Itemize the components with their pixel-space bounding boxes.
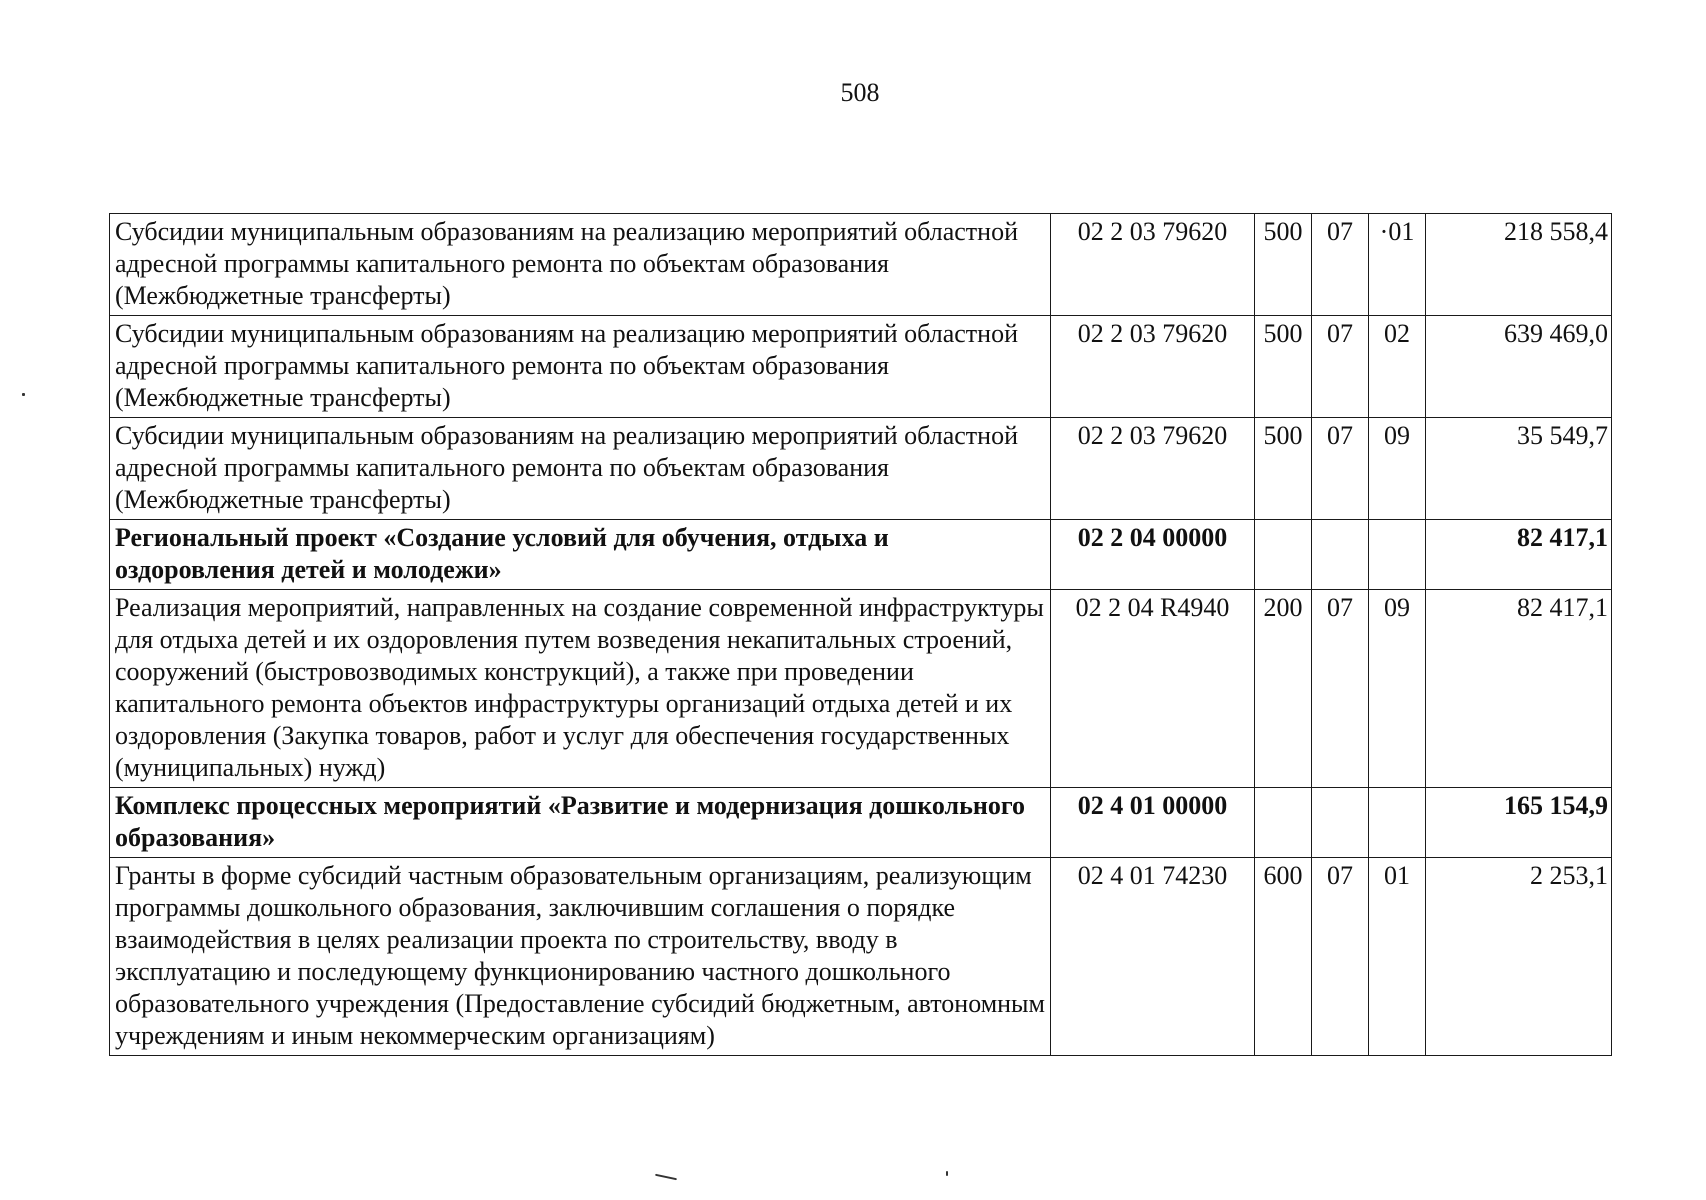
expense-type-code bbox=[1255, 788, 1312, 858]
subsection-code: 09 bbox=[1369, 418, 1426, 520]
subsection-code bbox=[1369, 788, 1426, 858]
expense-type-code: 500 bbox=[1255, 316, 1312, 418]
section-code: 07 bbox=[1312, 214, 1369, 316]
row-name: Субсидии муниципальным образованиям на реализацию мероприятий областной адресной программы капитального ремонта по объектам образования (Межбюджетные трансферты) bbox=[110, 316, 1051, 418]
section-code bbox=[1312, 788, 1369, 858]
subsection-code: 02 bbox=[1369, 316, 1426, 418]
scan-speck bbox=[946, 1171, 948, 1176]
expense-type-code bbox=[1255, 520, 1312, 590]
scan-speck bbox=[655, 1174, 677, 1181]
expense-type-code: 500 bbox=[1255, 214, 1312, 316]
target-article-code: 02 2 03 79620 bbox=[1051, 418, 1255, 520]
row-name: Реализация мероприятий, направленных на создание современной инфраструктуры для отдыха детей и их оздоровления путем возведения некапитальных строений, сооружений (быстровозводимых конструкций), а также при проведении капитального ремонта объектов инфраструктуры организаций отдыха детей и их оздоровления (Закупка товаров, работ и услуг для обеспечения государственных (муниципальных) нужд) bbox=[110, 590, 1051, 788]
expense-type-code: 200 bbox=[1255, 590, 1312, 788]
table-row bbox=[110, 214, 1612, 316]
table-row bbox=[110, 418, 1612, 520]
target-article-code: 02 2 04 00000 bbox=[1051, 520, 1255, 590]
subsection-code bbox=[1369, 520, 1426, 590]
target-article-code: 02 4 01 74230 bbox=[1051, 858, 1255, 1056]
amount: 639 469,0 bbox=[1426, 316, 1612, 418]
row-name: Гранты в форме субсидий частным образовательным организациям, реализующим программы дошкольного образования, заключившим соглашения о порядке взаимодействия в целях реализации проекта по строительству, вводу в эксплуатацию и последующему функционированию частного дошкольного образовательного учреждения (Предоставление субсидий бюджетным, автономным учреждениям и иным некоммерческим организациям) bbox=[110, 858, 1051, 1056]
budget-table-body bbox=[110, 214, 1612, 1056]
expense-type-code: 600 bbox=[1255, 858, 1312, 1056]
expense-type-code: 500 bbox=[1255, 418, 1312, 520]
subsection-code: 01 bbox=[1369, 858, 1426, 1056]
subsection-code: 09 bbox=[1369, 590, 1426, 788]
page-number: 508 bbox=[840, 78, 880, 107]
scan-speck bbox=[22, 393, 25, 396]
amount: 82 417,1 bbox=[1426, 590, 1612, 788]
amount: 2 253,1 bbox=[1426, 858, 1612, 1056]
amount: 218 558,4 bbox=[1426, 214, 1612, 316]
row-name: Субсидии муниципальным образованиям на реализацию мероприятий областной адресной программы капитального ремонта по объектам образования (Межбюджетные трансферты) bbox=[110, 214, 1051, 316]
amount: 165 154,9 bbox=[1426, 788, 1612, 858]
row-name: Региональный проект «Создание условий для обучения, отдыха и оздоровления детей и молодежи» bbox=[110, 520, 1051, 590]
table-row bbox=[110, 520, 1612, 590]
target-article-code: 02 4 01 00000 bbox=[1051, 788, 1255, 858]
target-article-code: 02 2 03 79620 bbox=[1051, 214, 1255, 316]
subsection-code: ·01 bbox=[1369, 214, 1426, 316]
section-code: 07 bbox=[1312, 858, 1369, 1056]
table-row bbox=[110, 590, 1612, 788]
target-article-code: 02 2 04 R4940 bbox=[1051, 590, 1255, 788]
table-row bbox=[110, 316, 1612, 418]
section-code: 07 bbox=[1312, 418, 1369, 520]
section-code: 07 bbox=[1312, 590, 1369, 788]
amount: 35 549,7 bbox=[1426, 418, 1612, 520]
budget-table bbox=[109, 213, 1612, 1056]
table-row bbox=[110, 788, 1612, 858]
table-row bbox=[110, 858, 1612, 1056]
row-name: Субсидии муниципальным образованиям на реализацию мероприятий областной адресной программы капитального ремонта по объектам образования (Межбюджетные трансферты) bbox=[110, 418, 1051, 520]
section-code: 07 bbox=[1312, 316, 1369, 418]
target-article-code: 02 2 03 79620 bbox=[1051, 316, 1255, 418]
row-name: Комплекс процессных мероприятий «Развитие и модернизация дошкольного образования» bbox=[110, 788, 1051, 858]
amount: 82 417,1 bbox=[1426, 520, 1612, 590]
section-code bbox=[1312, 520, 1369, 590]
